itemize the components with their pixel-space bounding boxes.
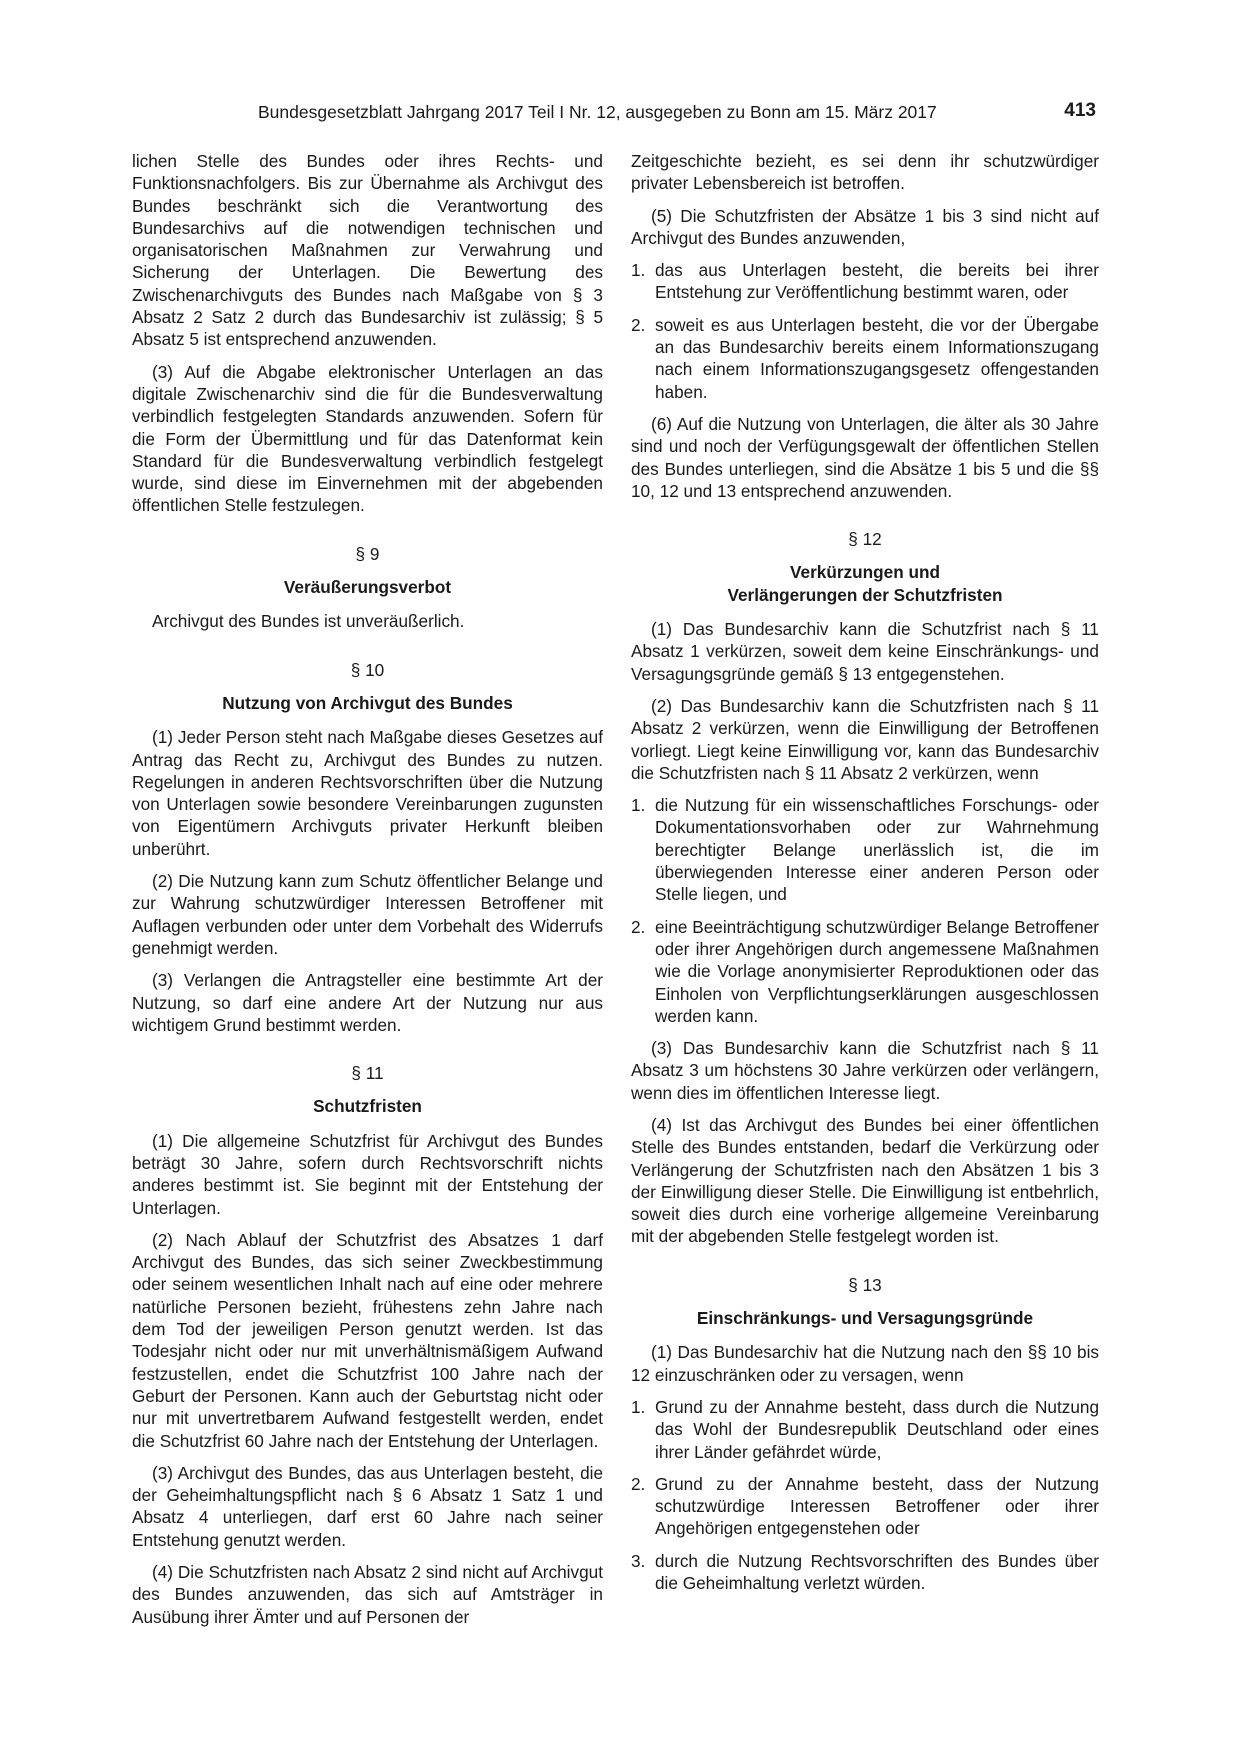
list-number: 1.	[631, 1396, 646, 1417]
list-number: 1.	[631, 795, 646, 816]
right-column	[631, 150, 1099, 1604]
section-13-number: § 13	[848, 1274, 882, 1295]
paragraph-s12-2: (2) Das Bundesarchiv kann die Schutzfristen nach § 11 Absatz 2 verkürzen, wenn die Einwilligung der Betroffenen vorliegt. Liegt keine Einwilligung vor, kann das Bundesarchiv die Schutzfristen nach § 11 Absatz 2 verkürzen, wenn	[631, 695, 1099, 783]
section-10-title: Nutzung von Archivgut des Bundes	[222, 692, 513, 713]
list-text: die Nutzung für ein wissenschaftliches Forschungs- oder Dokumentationsvorhaben oder zur Wahrnehmung berechtigter Belange unerlässlich ist, die im überwiegenden Interesse einer anderen Person oder Stelle liegen, und	[655, 795, 1099, 905]
paragraph-s11-4: (4) Die Schutzfristen nach Absatz 2 sind nicht auf Archivgut des Bundes anzuwenden, das sich auf Amtsträger in Ausübung ihrer Ämter und auf Personen der	[132, 1562, 603, 1627]
list-item	[631, 916, 1099, 1027]
list-text: Grund zu der Annahme besteht, dass der Nutzung schutzwürdige Interessen Betroffener oder ihrer Angehörigen entgegenstehen oder	[655, 1473, 1099, 1539]
running-header	[258, 100, 1096, 130]
list-number: 1.	[631, 260, 646, 281]
list-item	[631, 314, 1099, 403]
paragraph-s11-1: (1) Die allgemeine Schutzfrist für Archivgut des Bundes beträgt 30 Jahre, sofern durch Rechtsvorschrift nichts anderes bestimmt ist. Sie beginnt mit der Entstehung der Unterlagen.	[132, 1130, 603, 1218]
paragraph-s10-2: (2) Die Nutzung kann zum Schutz öffentlicher Belange und zur Wahrung schutzwürdiger Interessen Betroffener mit Auflagen verbunden oder unter dem Vorbehalt des Widerrufs genehmigt werden.	[132, 871, 603, 958]
paragraph-s10-1: (1) Jeder Person steht nach Maßgabe dieses Gesetzes auf Antrag das Recht zu, Archivgut des Bundes zu nutzen. Regelungen in anderen Rechtsvorschriften über die Nutzung von Unterlagen sowie besondere Vereinbarungen zugunsten von Eigentümern Archivguts privater Herkunft bleiben unberührt.	[132, 727, 603, 859]
section-12-title-line-2: Verlängerungen der Schutzfristen	[727, 584, 1003, 605]
list-item	[631, 1550, 1099, 1595]
paragraph-s11-3: (3) Archivgut des Bundes, das aus Unterlagen besteht, die der Geheimhaltungspflicht nach § 6 Absatz 1 Satz 1 und Absatz 4 unterliegen, darf erst 60 Jahre nach seiner Entstehung genutzt werden.	[132, 1462, 603, 1550]
section-10-number: § 10	[350, 659, 385, 680]
paragraph-s12-3: (3) Das Bundesarchiv kann die Schutzfrist nach § 11 Absatz 3 um höchstens 30 Jahre verkürzen oder verlängern, wenn dies im öffentlichen Interesse liegt.	[631, 1038, 1099, 1103]
section-13-title: Einschränkungs- und Versagungsgründe	[696, 1308, 1034, 1329]
list-item	[631, 1473, 1099, 1540]
section-12-number: § 12	[848, 529, 882, 550]
list-number: 2.	[631, 1473, 646, 1494]
list-item	[631, 1396, 1099, 1463]
section-11-title: Schutzfristen	[313, 1096, 422, 1117]
list-item	[631, 259, 1099, 304]
paragraph-continued: Zeitgeschichte bezieht, es sei denn ihr schutzwürdiger privater Lebensbereich ist betroffen.	[631, 151, 1099, 194]
paragraph-s11-5: (5) Die Schutzfristen der Absätze 1 bis 3 sind nicht auf Archivgut des Bundes anzuwenden,	[631, 205, 1099, 248]
list-number: 3.	[631, 1550, 646, 1571]
page-number: 413	[1064, 100, 1096, 121]
paragraph-s8-3: (3) Auf die Abgabe elektronischer Unterlagen an das digitale Zwischenarchiv sind die für die Bundesverwaltung verbindlich festgelegten Standards anzuwenden. Sofern für die Form der Übermittlung und für das Datenformat kein Standard für die Bundesverwaltung verbindlich festgelegt wurde, sind diese im Einvernehmen mit der abgebenden öffentlichen Stelle festzulegen.	[132, 361, 603, 516]
paragraph-s12-1: (1) Das Bundesarchiv kann die Schutzfrist nach § 11 Absatz 1 verkürzen, soweit dem keine Einschränkungs- und Versagungsgründe gemäß § 13 entgegenstehen.	[631, 619, 1099, 684]
section-12-title	[631, 561, 1099, 606]
left-column	[132, 150, 603, 1638]
list-text: das aus Unterlagen besteht, die bereits bei ihrer Entstehung zur Veröffentlichung bestimmt waren, oder	[655, 260, 1099, 303]
paragraph-s11-2: (2) Nach Ablauf der Schutzfrist des Absatzes 1 darf Archivgut des Bundes, das sich seiner Zweckbestimmung oder seinem wesentlichen Inhalt nach auf eine oder mehrere natürliche Personen bezieht, frühestens zehn Jahre nach dem Tod der jeweiligen Person genutzt werden. Ist das Todesjahr nicht oder nur mit unverhältnismäßigem Aufwand festzustellen, endet die Schutzfrist 100 Jahre nach der Geburt der Personen. Kann auch der Geburtstag nicht oder nur mit unvertretbarem Aufwand festgestellt werden, endet die Schutzfrist 60 Jahre nach der Entstehung der Unterlagen.	[132, 1229, 603, 1451]
paragraph-s10-3: (3) Verlangen die Antragsteller eine bestimmte Art der Nutzung, so darf eine andere Art der Nutzung nur aus wichtigem Grund bestimmt werden.	[132, 970, 603, 1035]
list-text: Grund zu der Annahme besteht, dass durch die Nutzung das Wohl der Bundesrepublik Deutschland oder eines ihrer Länder gefährdet würde,	[655, 1396, 1099, 1462]
paragraph-continued: lichen Stelle des Bundes oder ihres Rechts- und Funktionsnachfolgers. Bis zur Übernahme als Archivgut des Bundes beschränkt sich die Verantwortung des Bundesarchivs auf die notwendigen technischen und organisatorischen Maßnahmen zur Verwahrung und Sicherung der Unterlagen. Die Bewertung des Zwischenarchivguts des Bundes nach Maßgabe von § 3 Absatz 2 Satz 2 durch das Bundesarchiv ist zulässig; § 5 Absatz 5 ist entsprechend anzuwenden.	[132, 151, 603, 350]
section-11-number: § 11	[351, 1063, 384, 1084]
paragraph-s9: Archivgut des Bundes ist unveräußerlich.	[152, 611, 465, 632]
list-text: durch die Nutzung Rechtsvorschriften des Bundes über die Geheimhaltung verletzt würden.	[655, 1550, 1099, 1594]
running-title: Bundesgesetzblatt Jahrgang 2017 Teil I Nr. 12, ausgegeben zu Bonn am 15. März 2017	[258, 102, 937, 122]
list-text: soweit es aus Unterlagen besteht, die vor der Übergabe an das Bundesarchiv bereits einem Informationszugang nach einem Informationszugangsgesetz offengestanden haben.	[655, 314, 1099, 402]
section-9-number: § 9	[355, 543, 380, 564]
list-number: 2.	[631, 314, 646, 335]
paragraph-s13-1: (1) Das Bundesarchiv hat die Nutzung nach den §§ 10 bis 12 einzuschränken oder zu versagen, wenn	[631, 1342, 1099, 1385]
section-12-title-line-1: Verkürzungen und	[790, 562, 940, 583]
list-number: 2.	[631, 916, 646, 937]
list-text: eine Beeinträchtigung schutzwürdiger Belange Betroffener oder ihrer Angehörigen durch angemessene Maßnahmen wie die Vorlage anonymisierter Reproduktionen oder das Einholen von Verpflichtungserklärungen ausgeschlossen werden kann.	[655, 916, 1099, 1026]
section-9-title: Veräußerungsverbot	[283, 577, 452, 598]
list-item	[631, 794, 1099, 905]
paragraph-s12-4: (4) Ist das Archivgut des Bundes bei einer öffentlichen Stelle des Bundes entstanden, bedarf die Verkürzung oder Verlängerung der Schutzfristen nach den Absätzen 1 bis 3 der Einwilligung dieser Stelle. Die Einwilligung ist entbehrlich, soweit dies durch eine vorherige allgemeine Vereinbarung mit der abgebenden Stelle festgelegt worden ist.	[631, 1114, 1099, 1247]
paragraph-s11-6: (6) Auf die Nutzung von Unterlagen, die älter als 30 Jahre sind und noch der Verfügungsgewalt der öffentlichen Stellen des Bundes unterliegen, sind die Absätze 1 bis 5 und die §§ 10, 12 und 13 entsprechend anzuwenden.	[631, 413, 1099, 501]
